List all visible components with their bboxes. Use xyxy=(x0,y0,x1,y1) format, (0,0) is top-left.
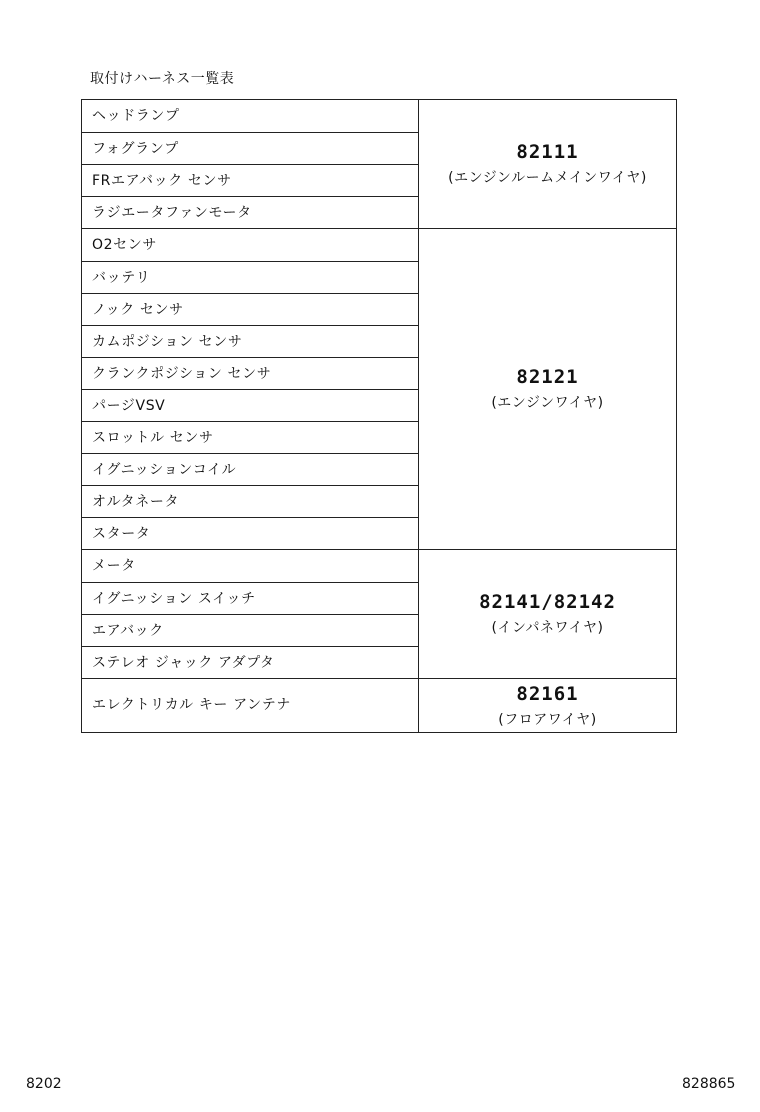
component-item: スタータ xyxy=(82,517,418,549)
harness-description: (エンジンルームメインワイヤ) xyxy=(448,170,647,186)
harness-cell xyxy=(419,679,676,732)
harness-code: 82111 xyxy=(516,141,579,163)
component-list xyxy=(82,229,419,549)
harness-description: (インパネワイヤ) xyxy=(491,620,604,636)
harness-table xyxy=(81,99,677,733)
harness-code: 82141/82142 xyxy=(479,591,616,613)
component-item: エレクトリカル キー アンテナ xyxy=(92,697,291,713)
footer-figure-number: 828865 xyxy=(682,1076,736,1092)
component-item: ステレオ ジャック アダプタ xyxy=(82,646,418,678)
component-item: カムポジション センサ xyxy=(82,325,418,357)
component-item: メータ xyxy=(92,558,136,574)
component-item: エアバック xyxy=(82,614,418,646)
component-item: フォグランプ xyxy=(82,132,418,164)
component-item: ノック センサ xyxy=(82,293,418,325)
harness-description: (フロアワイヤ) xyxy=(498,711,597,728)
component-list xyxy=(82,679,419,732)
harness-code: 82121 xyxy=(516,366,579,388)
component-item: バッテリ xyxy=(82,261,418,293)
component-item: オルタネータ xyxy=(82,485,418,517)
component-item: ラジエータファンモータ xyxy=(82,196,418,228)
component-item: FRエアバック センサ xyxy=(82,164,418,196)
harness-group xyxy=(82,678,676,732)
harness-group xyxy=(82,549,676,678)
component-item: O2センサ xyxy=(92,237,157,253)
component-list xyxy=(82,100,419,228)
component-item: パージVSV xyxy=(82,389,418,421)
component-item: イグニッションコイル xyxy=(82,453,418,485)
component-item: イグニッション スイッチ xyxy=(82,582,418,614)
footer-page-code: 8202 xyxy=(26,1076,62,1092)
harness-group xyxy=(82,100,676,228)
harness-cell xyxy=(419,550,676,678)
component-item: スロットル センサ xyxy=(82,421,418,453)
page-title: 取付けハーネス一覧表 xyxy=(90,71,235,87)
component-item: クランクポジション センサ xyxy=(82,357,418,389)
harness-cell xyxy=(419,229,676,549)
harness-description: (エンジンワイヤ) xyxy=(491,395,604,411)
component-item: ヘッドランプ xyxy=(92,108,180,124)
harness-code: 82161 xyxy=(516,682,579,705)
harness-cell xyxy=(419,100,676,228)
harness-group xyxy=(82,228,676,549)
component-list xyxy=(82,550,419,678)
